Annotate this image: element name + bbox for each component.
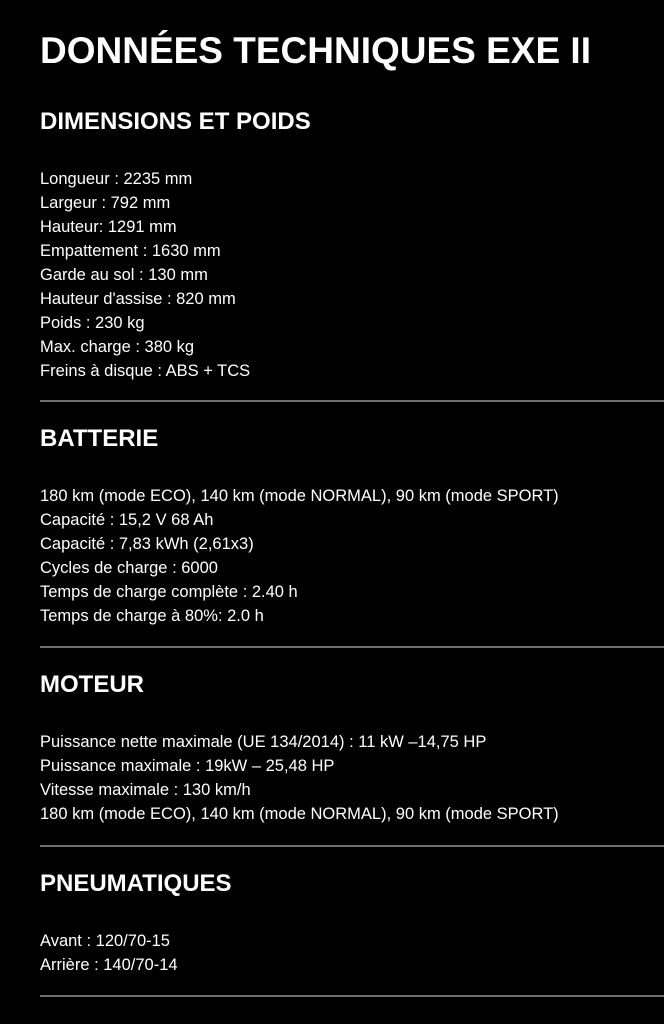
- section-dimensions: [40, 107, 664, 383]
- spec-item: Hauteur: 1291 mm: [40, 218, 177, 236]
- spec-list: [40, 484, 664, 628]
- spec-list: [40, 929, 664, 977]
- spec-item: Longueur : 2235 mm: [40, 170, 193, 188]
- spec-item: Puissance maximale : 19kW – 25,48 HP: [40, 757, 335, 775]
- spec-item: Hauteur d'assise : 820 mm: [40, 290, 236, 308]
- section-divider: [40, 400, 664, 402]
- spec-item: 180 km (mode ECO), 140 km (mode NORMAL), 90 km (mode SPORT): [40, 805, 559, 823]
- section-moteur: [40, 670, 664, 826]
- spec-list: [40, 730, 664, 826]
- spec-item: Vitesse maximale : 130 km/h: [40, 781, 251, 799]
- section-batterie: [40, 424, 664, 628]
- section-pneumatiques: [40, 869, 664, 977]
- spec-item: Empattement : 1630 mm: [40, 242, 221, 260]
- spec-item: Garde au sol : 130 mm: [40, 266, 208, 284]
- spec-list: [40, 167, 664, 383]
- section-title: DIMENSIONS ET POIDS: [40, 108, 311, 135]
- spec-item: Poids : 230 kg: [40, 314, 145, 332]
- spec-item: Freins à disque : ABS + TCS: [40, 362, 251, 380]
- spec-item: Capacité : 15,2 V 68 Ah: [40, 511, 214, 529]
- section-title: PNEUMATIQUES: [40, 870, 232, 897]
- spec-item: Max. charge : 380 kg: [40, 338, 195, 356]
- section-title: MOTEUR: [40, 671, 144, 698]
- spec-item: Puissance nette maximale (UE 134/2014) : 11 kW –14,75 HP: [40, 733, 487, 751]
- spec-item: 180 km (mode ECO), 140 km (mode NORMAL), 90 km (mode SPORT): [40, 487, 559, 505]
- page-title: DONNÉES TECHNIQUES EXE II: [40, 30, 591, 71]
- section-divider: [40, 646, 664, 648]
- spec-item: Cycles de charge : 6000: [40, 559, 218, 577]
- spec-item: Arrière : 140/70-14: [40, 956, 178, 974]
- spec-item: Capacité : 7,83 kWh (2,61x3): [40, 535, 254, 553]
- section-title: BATTERIE: [40, 425, 159, 452]
- spec-item: Avant : 120/70-15: [40, 932, 170, 950]
- spec-item: Temps de charge à 80%: 2.0 h: [40, 607, 264, 625]
- section-divider: [40, 845, 664, 847]
- section-divider: [40, 995, 664, 997]
- spec-item: Temps de charge complète : 2.40 h: [40, 583, 298, 601]
- spec-item: Largeur : 792 mm: [40, 194, 171, 212]
